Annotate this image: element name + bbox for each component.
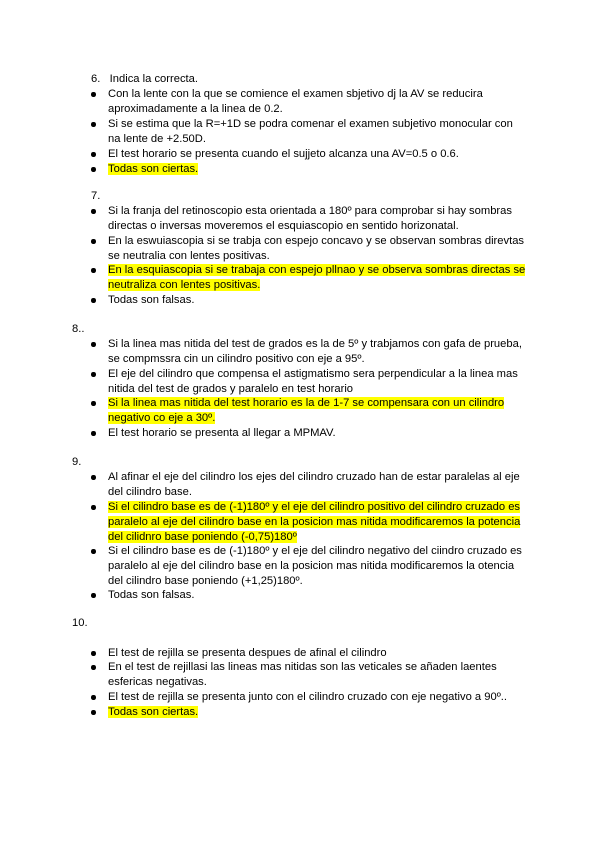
bullet-icon [91, 431, 96, 436]
bullet-icon [91, 122, 96, 127]
bullet-icon [91, 549, 96, 554]
question-8-number [72, 322, 84, 337]
question-9-option-4 [108, 588, 528, 603]
option-text: En la eswuiascopia si se trabja con espejo concavo y se observan sombras direvtas se neutralia con lentes positivas. [108, 235, 525, 262]
question-9-number [72, 455, 81, 470]
option-text: Todas son falsas. [108, 589, 195, 601]
bullet-icon [91, 372, 96, 377]
question-6-title: Indica la correcta. [109, 73, 198, 85]
bullet-icon [91, 505, 96, 510]
question-7-option-4 [108, 293, 528, 308]
option-text: Si la linea mas nitida del test horario es la de 1-7 se compensara con un cilindro negativo co eje a 30º. [108, 397, 505, 424]
question-9-option-1 [108, 470, 528, 500]
option-text: Todas son ciertas. [108, 706, 199, 718]
bullet-icon [91, 92, 96, 97]
question-9-number-label: 9. [72, 456, 82, 468]
option-text: Si la franja del retinoscopio esta orientada a 180º para comprobar si hay sombras directas o inversas moveremos el esquiascopio en sentido horizonatal. [108, 205, 512, 232]
question-10-option-2 [108, 660, 528, 690]
question-8-option-4 [108, 426, 528, 441]
option-text: El test horario se presenta al llegar a MPMAV. [108, 427, 336, 439]
question-6-option-3 [108, 147, 528, 162]
question-7-option-1 [108, 204, 528, 234]
option-text: Si el cilindro base es de (-1)180º y el eje del cilindro positivo del cilindro cruzado es paralelo al eje del cilindro base en la posicion mas nitida modificaremos la potencia del cilidnro base poniendo (-0,75)180º [108, 501, 521, 543]
option-text: El test horario se presenta cuando el sujjeto alcanza una AV=0.5 o 0.6. [108, 148, 459, 160]
bullet-icon [91, 665, 96, 670]
bullet-icon [91, 239, 96, 244]
question-8-option-2 [108, 367, 528, 397]
bullet-icon [91, 268, 96, 273]
question-6-number [91, 72, 198, 87]
option-text: Al afinar el eje del cilindro los ejes del cilindro cruzado han de estar paralelas al eje del cilindro base. [108, 471, 520, 498]
option-text: En la esquiascopia si se trabaja con espejo pllnao y se observa sombras directas se neutraliza con lentes positivas. [108, 264, 526, 291]
question-6-option-1 [108, 87, 528, 117]
bullet-icon [91, 593, 96, 598]
question-7-option-3 [108, 263, 528, 293]
option-text: En el test de rejillasi las lineas mas nitidas son las veticales se añaden laentes esfericas negativas. [108, 661, 497, 688]
question-9-option-2 [108, 500, 528, 545]
question-7-option-2 [108, 234, 528, 264]
question-8-option-1 [108, 337, 528, 367]
option-text: El eje del cilindro que compensa el astigmatismo sera perpendicular a la linea mas nitida del test de grados y paralelo en test horario [108, 368, 518, 395]
question-9-option-3 [108, 544, 528, 589]
question-8-option-3 [108, 396, 528, 426]
bullet-icon [91, 710, 96, 715]
question-7-number-label: 7. [91, 190, 101, 202]
bullet-icon [91, 695, 96, 700]
question-10-option-4 [108, 705, 528, 720]
option-text: El test de rejilla se presenta despues de afinal el cilindro [108, 647, 387, 659]
question-10-option-3 [108, 690, 528, 705]
option-text: Si la linea mas nitida del test de grados es la de 5º y trabjamos con gafa de prueba, se compmssra cin un cilindro positivo con eje a 95º. [108, 338, 522, 365]
question-6-option-2 [108, 117, 528, 147]
question-6-number-label: 6. [91, 73, 101, 85]
bullet-icon [91, 401, 96, 406]
question-10-number-label: 10. [72, 617, 88, 629]
option-text: Con la lente con la que se comience el examen sbjetivo dj la AV se reducira aproximadamente a la linea de 0.2. [108, 88, 483, 115]
question-7-number [91, 189, 100, 204]
option-text: Todas son falsas. [108, 294, 195, 306]
bullet-icon [91, 342, 96, 347]
bullet-icon [91, 475, 96, 480]
question-10-option-1 [108, 646, 528, 661]
bullet-icon [91, 167, 96, 172]
bullet-icon [91, 651, 96, 656]
question-6-option-4 [108, 162, 528, 177]
bullet-icon [91, 298, 96, 303]
option-text: Si se estima que la R=+1D se podra comenar el examen subjetivo monocular con na lente de +2.50D. [108, 118, 513, 145]
option-text: Todas son ciertas. [108, 163, 199, 175]
question-8-number-label: 8.. [72, 323, 85, 335]
option-text: Si el cilindro base es de (-1)180º y el eje del cilindro negativo del ciindro cruzado es paralelo al eje del cilindro base en la posicion mas nitida modificaremos la otencia del cilindro base poniendo (+1,25)180º. [108, 545, 522, 587]
bullet-icon [91, 209, 96, 214]
question-10-number [72, 616, 88, 631]
bullet-icon [91, 152, 96, 157]
option-text: El test de rejilla se presenta junto con el cilindro cruzado con eje negativo a 90º.. [108, 691, 507, 703]
